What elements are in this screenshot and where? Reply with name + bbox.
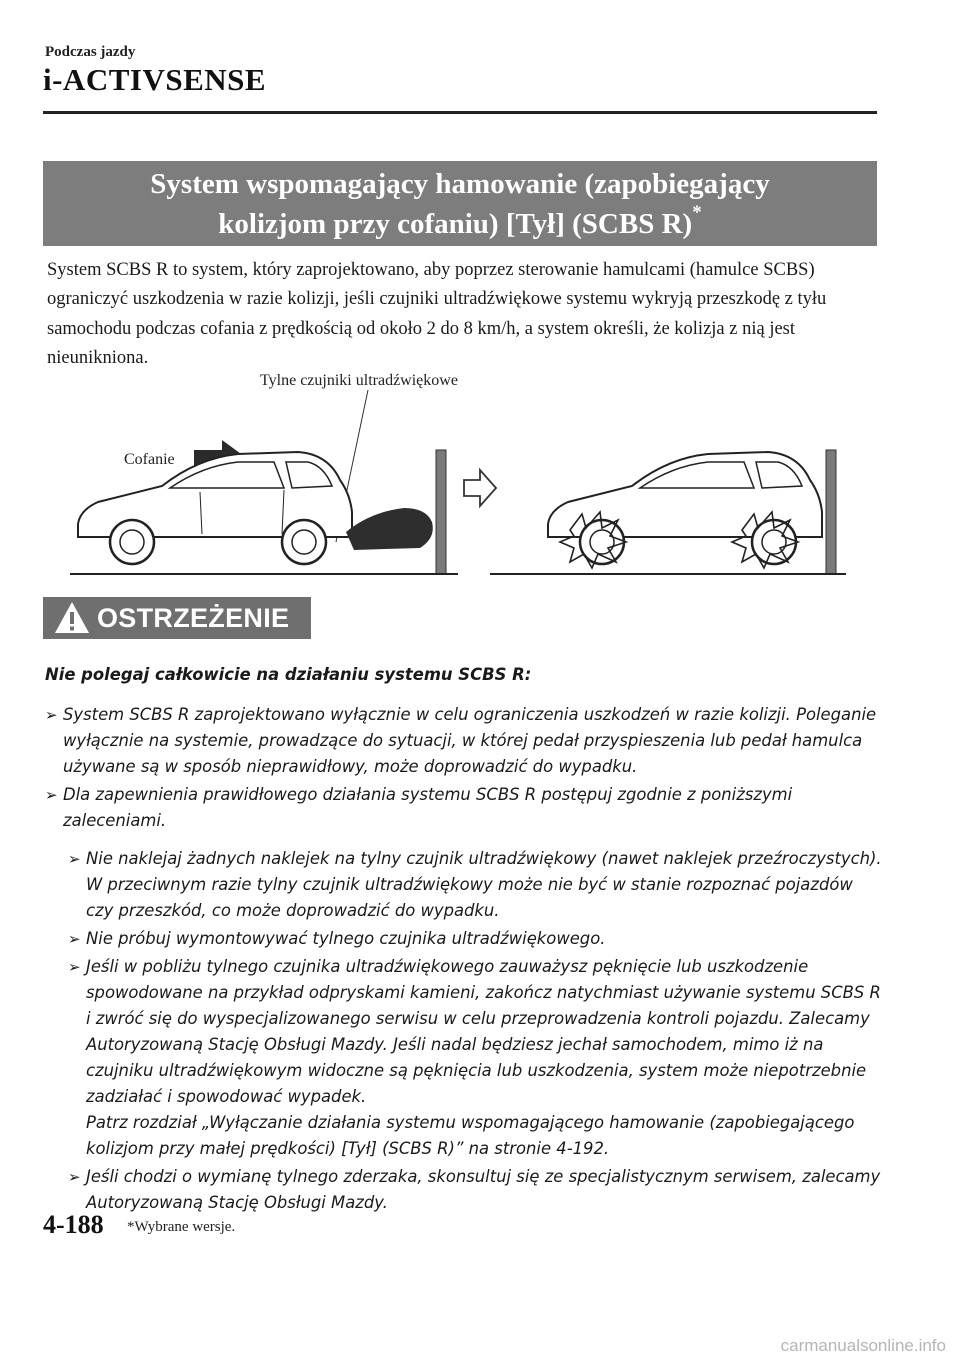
ultrasonic-detection-zone	[346, 508, 433, 550]
transition-arrow-icon	[464, 470, 496, 506]
reverse-label: Cofanie	[124, 451, 175, 468]
warning-sub-bullet	[45, 1164, 885, 1216]
warning-bullet-text: System SCBS R zaprojektowano wyłącznie w celu ograniczenia uszkodzeń w razie kolizji. Poleganie wyłącznie na systemie, prowadzące do sytuacji, w której pedał przyspieszenia lub pedał hamulca używane są w sposób nieprawidłowy, może doprowadzić do wypadku.	[63, 705, 877, 776]
page-number: 4-188	[43, 1210, 104, 1239]
bullet-arrow-icon: ➢	[68, 850, 81, 868]
warning-sub-bullet-text: Nie próbuj wymontowywać tylnego czujnika ultradźwiękowego.	[86, 929, 606, 948]
warning-sub-bullet	[45, 846, 885, 924]
section-title-line-1: System wspomagający hamowanie (zapobiegający	[150, 167, 770, 200]
warning-sub-bullet-text: Nie naklejaj żadnych naklejek na tylny czujnik ultradźwiękowy (nawet naklejek przeźroczystych). W przeciwnym razie tylny czujnik ultradźwiękowy może nie być w stanie rozpoznać pojazdów czy przeszkód, co może doprowadzić do wypadku.	[86, 849, 882, 920]
warning-banner	[43, 597, 311, 639]
bullet-arrow-icon: ➢	[68, 958, 81, 976]
section-title-line-2	[43, 201, 877, 244]
warning-sub-bullet-text: Jeśli w pobliżu tylnego czujnika ultradźwiękowego zauważysz pęknięcie lub uszkodzenie spowodowane na przykład odpryskami kamieni, zakończ natychmiast używanie systemu SCBS R i zwróć się do wyspecjalizowanego serwisu w celu przeprowadzenia kontroli pojazdu. Zalecamy Autoryzowaną Stację Obsługi Mazdy. Jeśli nadal będziesz jechał samochodem, mimo iż na czujniku ultradźwiękowym widoczne są pęknięcia lub uszkodzenia, system może niepotrzebnie zadziałać i spowodować wypadek.	[86, 957, 881, 1106]
warning-bullet	[45, 702, 885, 780]
warning-sub-bullet	[45, 926, 885, 952]
bullet-arrow-icon: ➢	[45, 706, 58, 724]
warning-label: OSTRZEŻENIE	[97, 602, 290, 633]
section-label: Podczas jazdy	[45, 44, 136, 60]
obstacle-wall-left	[436, 450, 446, 574]
car-before-collision	[78, 452, 352, 564]
section-title-box	[43, 161, 877, 246]
warning-heading: Nie polegaj całkowicie na działaniu systemu SCBS R:	[45, 665, 532, 684]
obstacle-wall-right	[826, 450, 836, 574]
footnote: *Wybrane wersje.	[127, 1219, 236, 1235]
bullet-arrow-icon: ➢	[68, 930, 81, 948]
warning-sub-bullet	[45, 954, 885, 1162]
bullet-arrow-icon: ➢	[45, 786, 58, 804]
chapter-title: i-ACTIVSENSE	[43, 62, 267, 97]
watermark[interactable]: carmanualsonline.info	[780, 1336, 946, 1355]
warning-bullet	[45, 782, 885, 834]
cross-reference-link[interactable]: Patrz rozdział „Wyłączanie działania systemu wspomagającego hamowanie (zapobiegającego kolizjom przy małej prędkości) [Tył] (SCBS R)” na stronie 4-192.	[86, 1113, 855, 1158]
bullet-arrow-icon: ➢	[68, 1168, 81, 1186]
scbs-r-diagram	[70, 362, 860, 582]
car-after-collision	[548, 452, 822, 568]
warning-sub-bullet-text: Jeśli chodzi o wymianę tylnego zderzaka, skonsultuj się ze specjalistycznym serwisem, zalecamy Autoryzowaną Stację Obsługi Mazdy.	[86, 1167, 881, 1212]
warning-triangle-icon	[53, 599, 91, 637]
warning-bullet-text: Dla zapewnienia prawidłowego działania systemu SCBS R postępuj zgodnie z poniższymi zaleceniami.	[63, 785, 793, 830]
intro-paragraph: System SCBS R to system, który zaprojektowano, aby poprzez sterowanie hamulcami (hamulce SCBS) ograniczyć uszkodzenia w razie kolizji, jeśli czujniki ultradźwiękowe systemu wykryją przeszkodę z tyłu samochodu podczas cofania z prędkością od około 2 do 8 km/h, a system określi, że kolizja z nią jest nieunikniona.	[47, 260, 827, 368]
sensor-callout-label: Tylne czujniki ultradźwiękowe	[260, 372, 458, 389]
warning-body	[45, 662, 885, 1218]
section-title-line-2-text: kolizjom przy cofaniu) [Tył] (SCBS R)	[218, 207, 693, 240]
optional-equipment-asterisk: *	[692, 201, 702, 223]
header-divider	[43, 111, 877, 114]
